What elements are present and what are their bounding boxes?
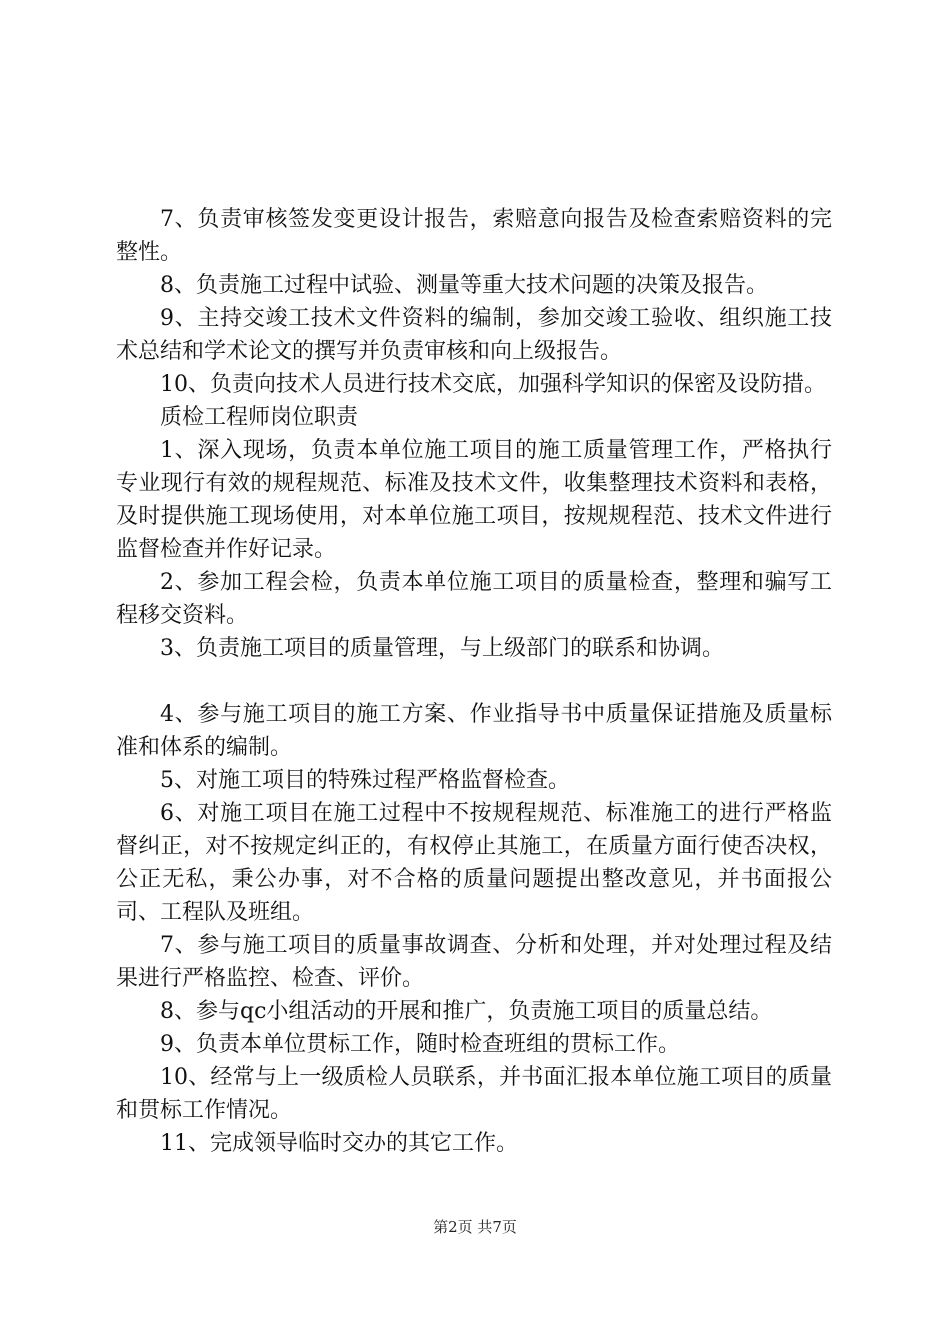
paragraph: 11、完成领导临时交办的其它工作。	[160, 1131, 518, 1156]
document-body	[116, 203, 832, 1160]
paragraph: 8、负责施工过程中试验、测量等重大技术问题的决策及报告。	[160, 273, 768, 298]
paragraph: 7、参与施工项目的质量事故调查、分析和处理，并对处理过程及结果进行严格监控、检查、评价。	[116, 933, 832, 991]
paragraph: 6、对施工项目在施工过程中不按规程规范、标准施工的进行严格监督纠正，对不按规定纠正的，有权停止其施工，在质量方面行使否决权，公正无私，秉公办事，对不合格的质量问题提出整改意见，并书面报公司、工程队及班组。	[116, 801, 832, 925]
paragraph: 4、参与施工项目的施工方案、作业指导书中质量保证措施及质量标准和体系的编制。	[116, 702, 832, 760]
paragraph: 3、负责施工项目的质量管理，与上级部门的联系和协调。	[160, 636, 724, 661]
paragraph: 7、负责审核签发变更设计报告，索赔意向报告及检查索赔资料的完整性。	[116, 207, 832, 265]
paragraph: 9、主持交竣工技术文件资料的编制，参加交竣工验收、组织施工技术总结和学术论文的撰写并负责审核和向上级报告。	[116, 306, 832, 364]
paragraph: 8、参与qc小组活动的开展和推广，负责施工项目的质量总结。	[160, 999, 773, 1024]
page-footer: 第2页 共7页	[433, 1218, 517, 1236]
blank-line	[116, 665, 832, 698]
paragraph: 2、参加工程会检，负责本单位施工项目的质量检查，整理和骗写工程移交资料。	[116, 570, 832, 628]
paragraph: 10、负责向技术人员进行技术交底，加强科学知识的保密及设防措。	[160, 372, 826, 397]
paragraph: 10、经常与上一级质检人员联系，并书面汇报本单位施工项目的质量和贯标工作情况。	[116, 1065, 832, 1123]
paragraph: 5、对施工项目的特殊过程严格监督检查。	[160, 768, 570, 793]
paragraph: 1、深入现场，负责本单位施工项目的施工质量管理工作，严格执行专业现行有效的规程规范、标准及技术文件，收集整理技术资料和表格，及时提供施工现场使用，对本单位施工项目，按规规程范、技术文件进行监督检查并作好记录。	[116, 438, 832, 562]
section-heading: 质检工程师岗位职责	[160, 405, 359, 430]
paragraph: 9、负责本单位贯标工作，随时检查班组的贯标工作。	[160, 1032, 680, 1057]
